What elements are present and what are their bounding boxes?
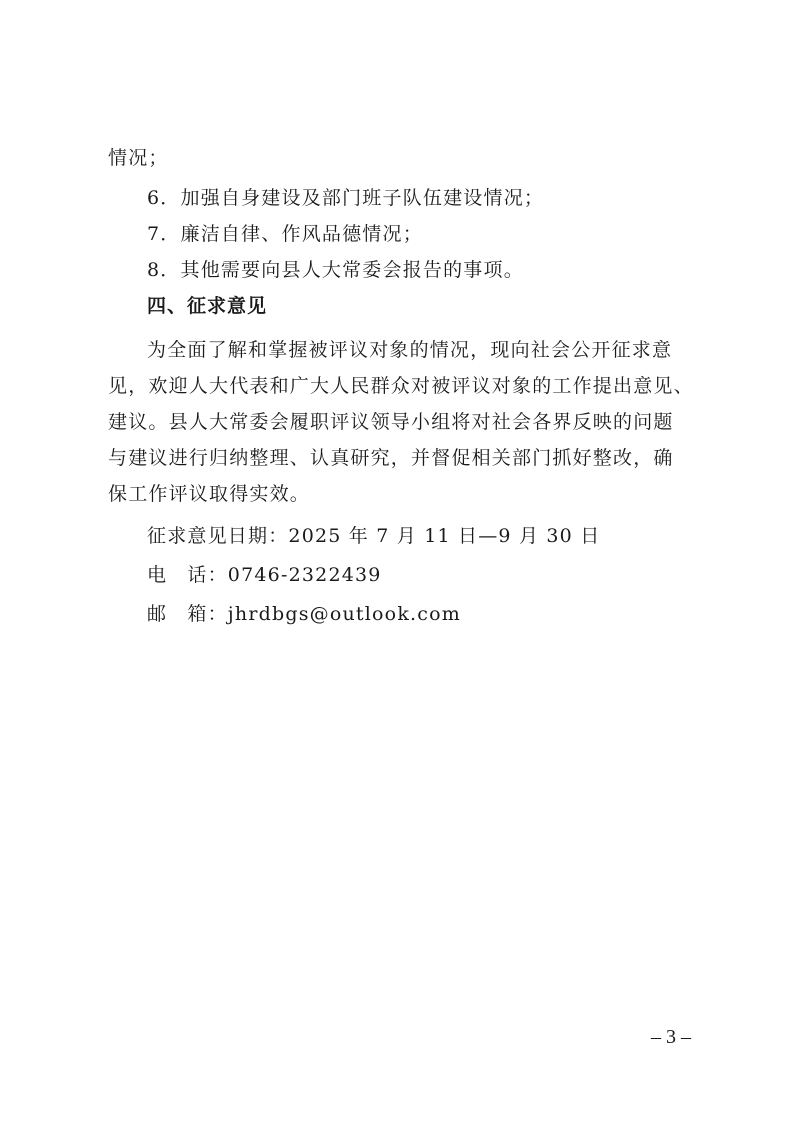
consultation-period: 征求意见日期：2025 年 7 月 11 日—9 月 30 日 bbox=[147, 525, 601, 547]
body-line-3: 建议。县人大常委会履职评议领导小组将对社会各界反映的问题 bbox=[108, 411, 674, 433]
body-line-4: 与建议进行归纳整理、认真研究，并督促相关部门抓好整改，确 bbox=[108, 447, 674, 469]
page-number: – 3 – bbox=[651, 1026, 691, 1048]
section-heading: 四、征求意见 bbox=[147, 295, 268, 317]
paragraph-continuation: 情况； bbox=[108, 147, 169, 169]
list-item-7: 7．廉洁自律、作风品德情况； bbox=[147, 223, 423, 245]
list-item-8: 8．其他需要向县人大常委会报告的事项。 bbox=[147, 259, 524, 281]
list-item-6: 6．加强自身建设及部门班子队伍建设情况； bbox=[147, 187, 545, 209]
contact-phone: 电 话：0746-2322439 bbox=[147, 564, 382, 586]
contact-email: 邮 箱：jhrdbgs@outlook.com bbox=[147, 603, 461, 625]
body-line-1: 为全面了解和掌握被评议对象的情况，现向社会公开征求意 bbox=[147, 339, 673, 361]
body-line-5: 保工作评议取得实效。 bbox=[108, 483, 311, 505]
body-line-2: 见，欢迎人大代表和广大人民群众对被评议对象的工作提出意见、 bbox=[108, 375, 694, 397]
